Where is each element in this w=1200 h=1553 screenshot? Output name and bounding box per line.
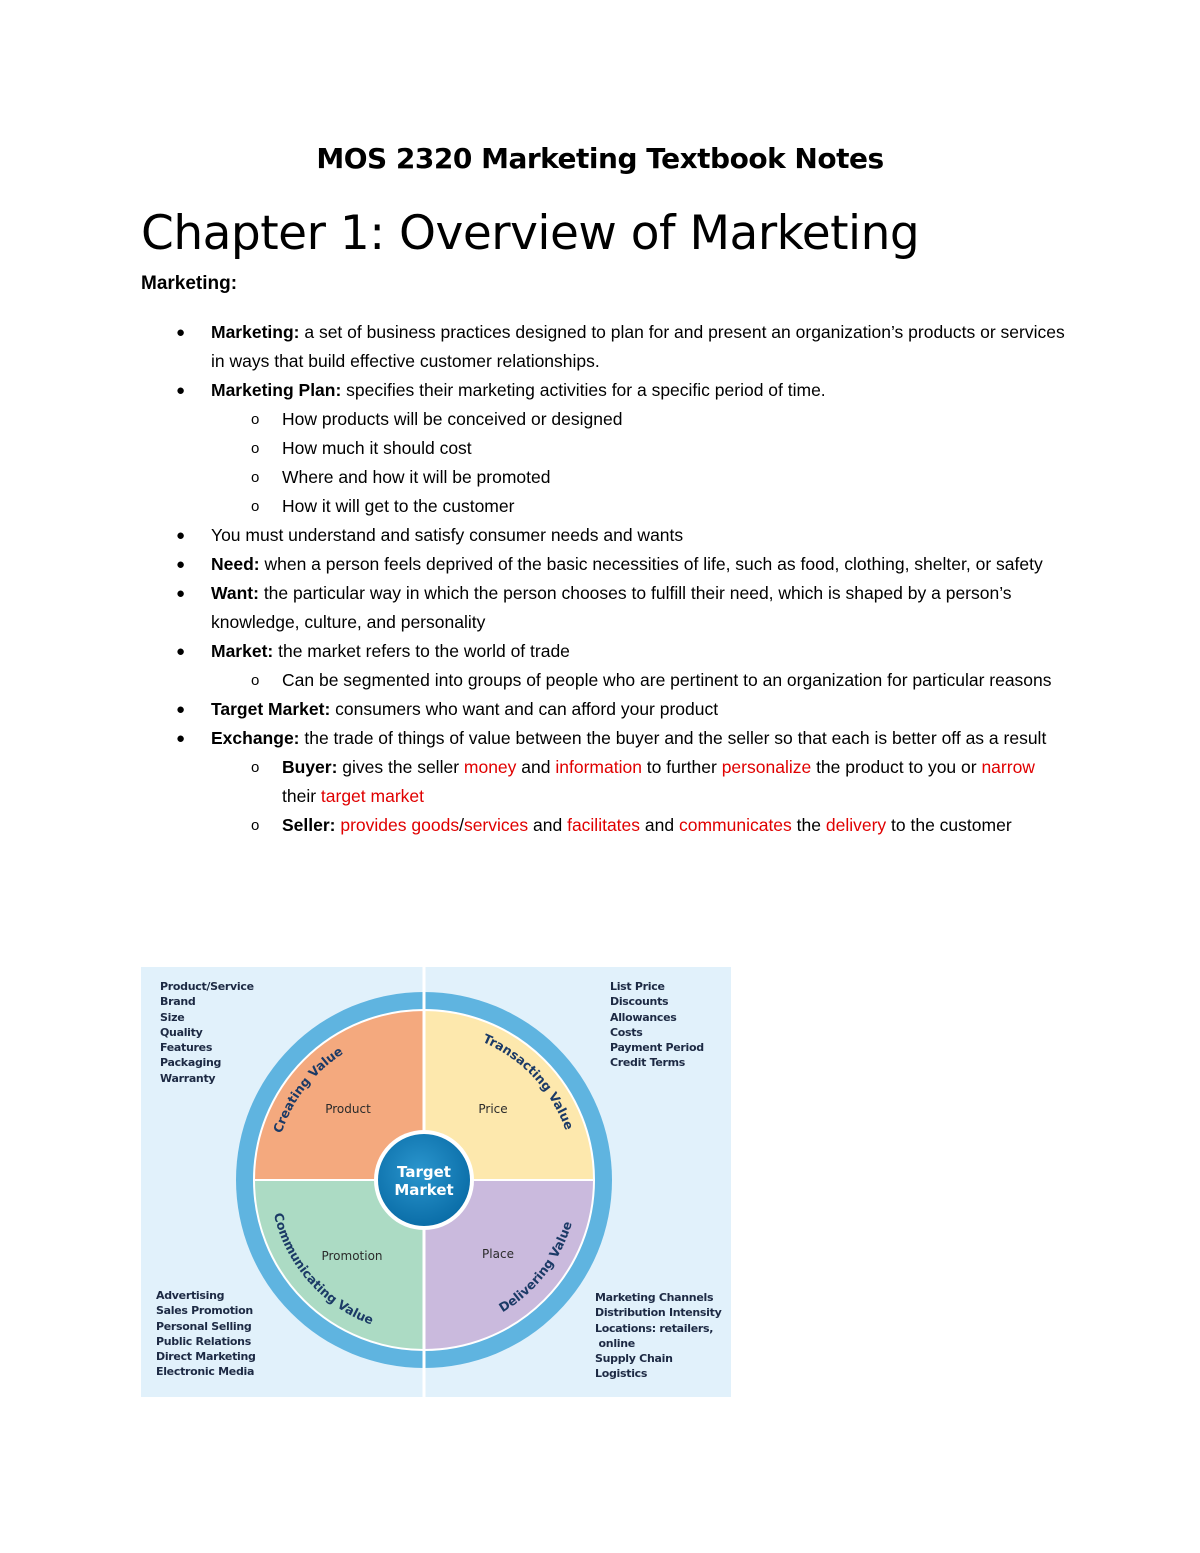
list-item [141, 376, 1071, 405]
sub-list-item [141, 434, 1071, 463]
sub-item-text: Can be segmented into groups of people who are pertinent to an organization for particular reasons [282, 670, 1052, 690]
list-item: List Price [610, 980, 665, 993]
list-item [141, 550, 1071, 579]
definition: the market refers to the world of trade [273, 641, 570, 661]
chapter-title: Chapter 1: Overview of Marketing [141, 206, 920, 261]
communicating-value-text: Communicating Value [270, 1211, 376, 1328]
list-item: Advertising [156, 1289, 225, 1302]
term: Market: [211, 641, 274, 661]
place-label: Place [482, 1247, 514, 1261]
circle-bullet-icon: o [251, 440, 260, 457]
list-item: Logistics [595, 1367, 648, 1381]
text-run: and [516, 757, 556, 777]
sub-list-item [141, 492, 1071, 521]
sub-item-text: Where and how it will be promoted [282, 467, 551, 487]
notes-list [141, 318, 1071, 840]
term: Seller: [282, 815, 336, 835]
list-item: Brand [160, 995, 196, 1009]
term: Exchange: [211, 728, 300, 748]
list-item [141, 521, 1071, 550]
list-item: Allowances [610, 1010, 677, 1024]
bullet-icon: ● [176, 324, 186, 341]
product-label: Product [325, 1102, 371, 1116]
sub-item-text: How products will be conceived or designed [282, 409, 623, 429]
list-item: Size [160, 1010, 185, 1024]
bullet-icon: ● [176, 556, 186, 573]
list-item: Product/Service [160, 980, 254, 993]
sub-item-text: How much it should cost [282, 438, 472, 458]
circle-bullet-icon: o [251, 672, 260, 689]
highlight-run: provides goods [340, 815, 460, 835]
promotion-label: Promotion [321, 1249, 383, 1263]
price-label: Price [478, 1102, 508, 1116]
list-item: Public Relations [156, 1334, 251, 1348]
text-run: and [640, 815, 679, 835]
list-item: Electronic Media [156, 1365, 255, 1379]
list-item: Payment Period [610, 1041, 704, 1055]
list-item [141, 695, 1071, 724]
list-item: Warranty [160, 1071, 216, 1085]
list-item: Features [160, 1041, 213, 1055]
highlight-run: information [555, 757, 642, 777]
list-item: Locations: retailers, [595, 1321, 714, 1335]
center-label-2: Market [394, 1181, 454, 1199]
text-run: their [282, 786, 321, 806]
list-item [141, 579, 1071, 637]
definition: the particular way in which the person chooses to fulfill their need, which is shaped by a person’s knowledge, culture, and personality [211, 583, 1012, 632]
bullet-icon: ● [176, 382, 186, 399]
highlight-run: personalize [721, 757, 812, 777]
highlight-run: facilitates [567, 815, 641, 835]
list-item: online [595, 1336, 635, 1350]
text-run: / [459, 815, 464, 835]
product-attributes-list [160, 979, 254, 1086]
text-run: the [791, 815, 826, 835]
promotion-attributes-list [156, 1288, 256, 1380]
circle-bullet-icon: o [251, 469, 260, 486]
bullet-icon: ● [176, 527, 186, 544]
term: Marketing Plan: [211, 380, 342, 400]
list-item: Credit Terms [610, 1056, 686, 1070]
list-item: Direct Marketing [156, 1350, 256, 1364]
bullet-icon: ● [176, 643, 186, 660]
circle-bullet-icon: o [251, 498, 260, 515]
section-heading: Marketing: [141, 273, 238, 294]
text-run: to the customer [886, 815, 1012, 835]
highlight-run: narrow [981, 757, 1035, 777]
circle-bullet-icon: o [251, 411, 260, 428]
text-run: gives the seller [337, 757, 464, 777]
list-item [141, 724, 1071, 753]
term: Marketing: [211, 322, 300, 342]
list-item [141, 637, 1071, 666]
term: Want: [211, 583, 259, 603]
highlight-run: services [463, 815, 529, 835]
text-run: and [528, 815, 568, 835]
bullet-icon: ● [176, 585, 186, 602]
marketing-mix-diagram [141, 967, 731, 1397]
list-item: Personal Selling [156, 1319, 252, 1333]
definition: specifies their marketing activities for a specific period of time. [341, 380, 826, 400]
bullet-icon: ● [176, 730, 186, 747]
transacting-value-text: Transacting Value [480, 1030, 577, 1132]
definition: when a person feels deprived of the basic necessities of life, such as food, clothing, shelter, or safety [259, 554, 1043, 574]
definition: consumers who want and can afford your product [330, 699, 719, 719]
list-item: Marketing Channels [595, 1291, 714, 1304]
list-item [141, 318, 1071, 376]
highlight-run: delivery [825, 815, 887, 835]
list-item: Quality [160, 1025, 203, 1039]
list-item: Costs [610, 1025, 643, 1039]
price-attributes-list [610, 979, 704, 1071]
list-item: Distribution Intensity [595, 1306, 722, 1320]
sub-list-item [141, 405, 1071, 434]
sub-list-item [141, 463, 1071, 492]
highlight-run: target market [320, 786, 425, 806]
list-item: Packaging [160, 1056, 222, 1070]
bullet-icon: ● [176, 701, 186, 718]
place-attributes-list [595, 1290, 721, 1382]
circle-bullet-icon: o [251, 759, 260, 776]
term: Need: [211, 554, 260, 574]
item-text: You must understand and satisfy consumer needs and wants [211, 525, 684, 545]
creating-value-text: Creating Value [269, 1043, 346, 1135]
sub-list-item-seller [141, 811, 1071, 840]
list-item: Supply Chain [595, 1352, 673, 1366]
sub-item-text: How it will get to the customer [282, 496, 515, 516]
highlight-run: money [463, 757, 517, 777]
circle-bullet-icon: o [251, 817, 260, 834]
center-label-1: Target [397, 1163, 451, 1181]
document-title: MOS 2320 Marketing Textbook Notes [316, 142, 884, 175]
definition: a set of business practices designed to plan for and present an organization’s products or services in ways that build effective customer relationships. [211, 322, 1065, 371]
term: Target Market: [211, 699, 331, 719]
sub-list-item-buyer [141, 753, 1071, 811]
list-item: Sales Promotion [156, 1304, 253, 1318]
sub-list-item [141, 666, 1071, 695]
term: Buyer: [282, 757, 338, 777]
highlight-run: communicates [678, 815, 792, 835]
delivering-value-text: Delivering Value [496, 1219, 575, 1316]
list-item: Discounts [610, 995, 669, 1009]
text-run: to further [641, 757, 722, 777]
text-run: the product to you or [811, 757, 982, 777]
definition: the trade of things of value between the buyer and the seller so that each is better off as a result [299, 728, 1047, 748]
